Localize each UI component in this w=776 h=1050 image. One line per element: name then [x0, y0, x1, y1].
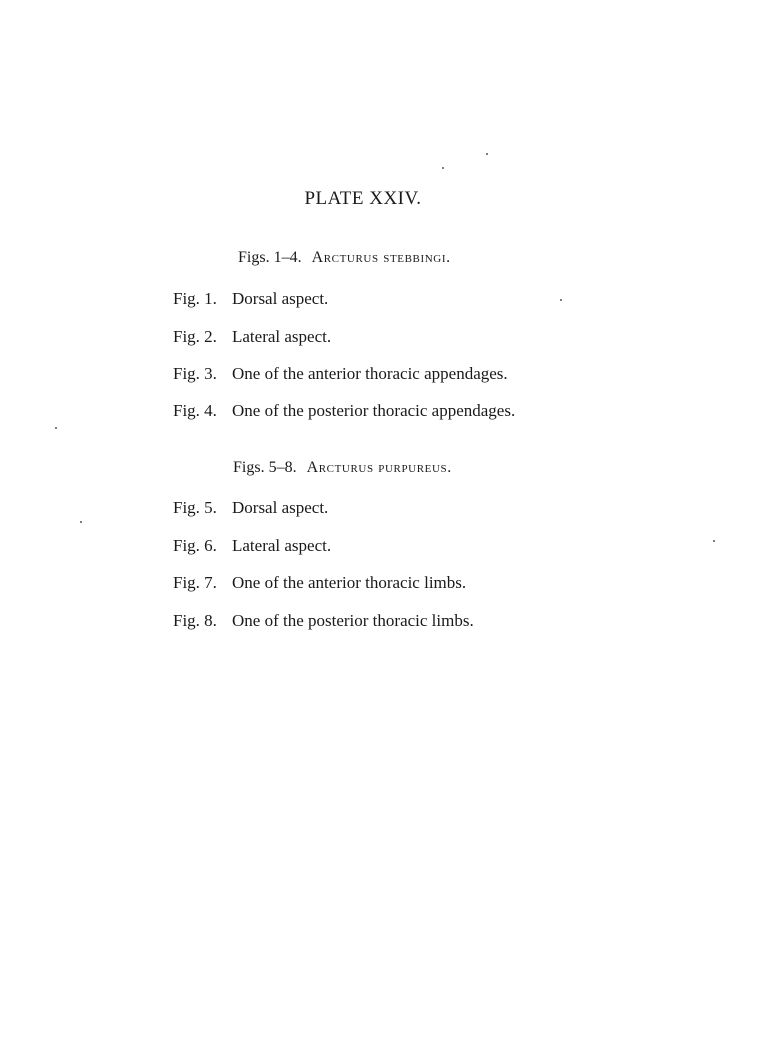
figure-caption-1	[173, 289, 328, 309]
figure-caption-text: Lateral aspect.	[232, 536, 332, 555]
figure-caption-2	[173, 327, 331, 347]
species-name: Arcturus purpureus.	[306, 459, 452, 476]
figure-label: Fig. 2.	[173, 327, 217, 346]
figure-caption-4	[173, 401, 515, 421]
figure-label: Fig. 5.	[173, 498, 217, 517]
section-figs-range: Figs. 1–4.	[238, 249, 302, 266]
figure-caption-text: One of the anterior thoracic limbs.	[232, 573, 467, 592]
page-title: PLATE XXIV.	[304, 188, 422, 209]
figure-caption-3	[173, 364, 508, 384]
figure-label: Fig. 6.	[173, 536, 217, 555]
figure-caption-text: Dorsal aspect.	[232, 289, 329, 308]
figure-label: Fig. 8.	[173, 611, 217, 630]
scan-speck	[80, 521, 82, 523]
figure-caption-text: One of the anterior thoracic appendages.	[232, 364, 508, 383]
figure-label: Fig. 1.	[173, 289, 217, 308]
scan-speck	[442, 167, 444, 169]
figure-label: Fig. 3.	[173, 364, 217, 383]
section-heading-2	[233, 459, 452, 477]
figure-caption-6	[173, 536, 331, 556]
figure-caption-8	[173, 611, 474, 631]
scan-speck	[486, 153, 488, 155]
section-heading-1	[238, 249, 451, 267]
figure-caption-text: One of the posterior thoracic appendages.	[232, 401, 516, 420]
figure-label: Fig. 7.	[173, 573, 217, 592]
figure-caption-text: Lateral aspect.	[232, 327, 332, 346]
scan-speck	[560, 299, 562, 301]
figure-caption-7	[173, 573, 466, 593]
figure-caption-text: One of the posterior thoracic limbs.	[232, 611, 474, 630]
scan-speck	[55, 427, 57, 429]
scan-speck	[713, 540, 715, 542]
species-name: Arcturus stebbingi.	[311, 249, 451, 266]
figure-label: Fig. 4.	[173, 401, 217, 420]
figure-caption-5	[173, 498, 328, 518]
figure-caption-text: Dorsal aspect.	[232, 498, 329, 517]
section-figs-range: Figs. 5–8.	[233, 459, 297, 476]
